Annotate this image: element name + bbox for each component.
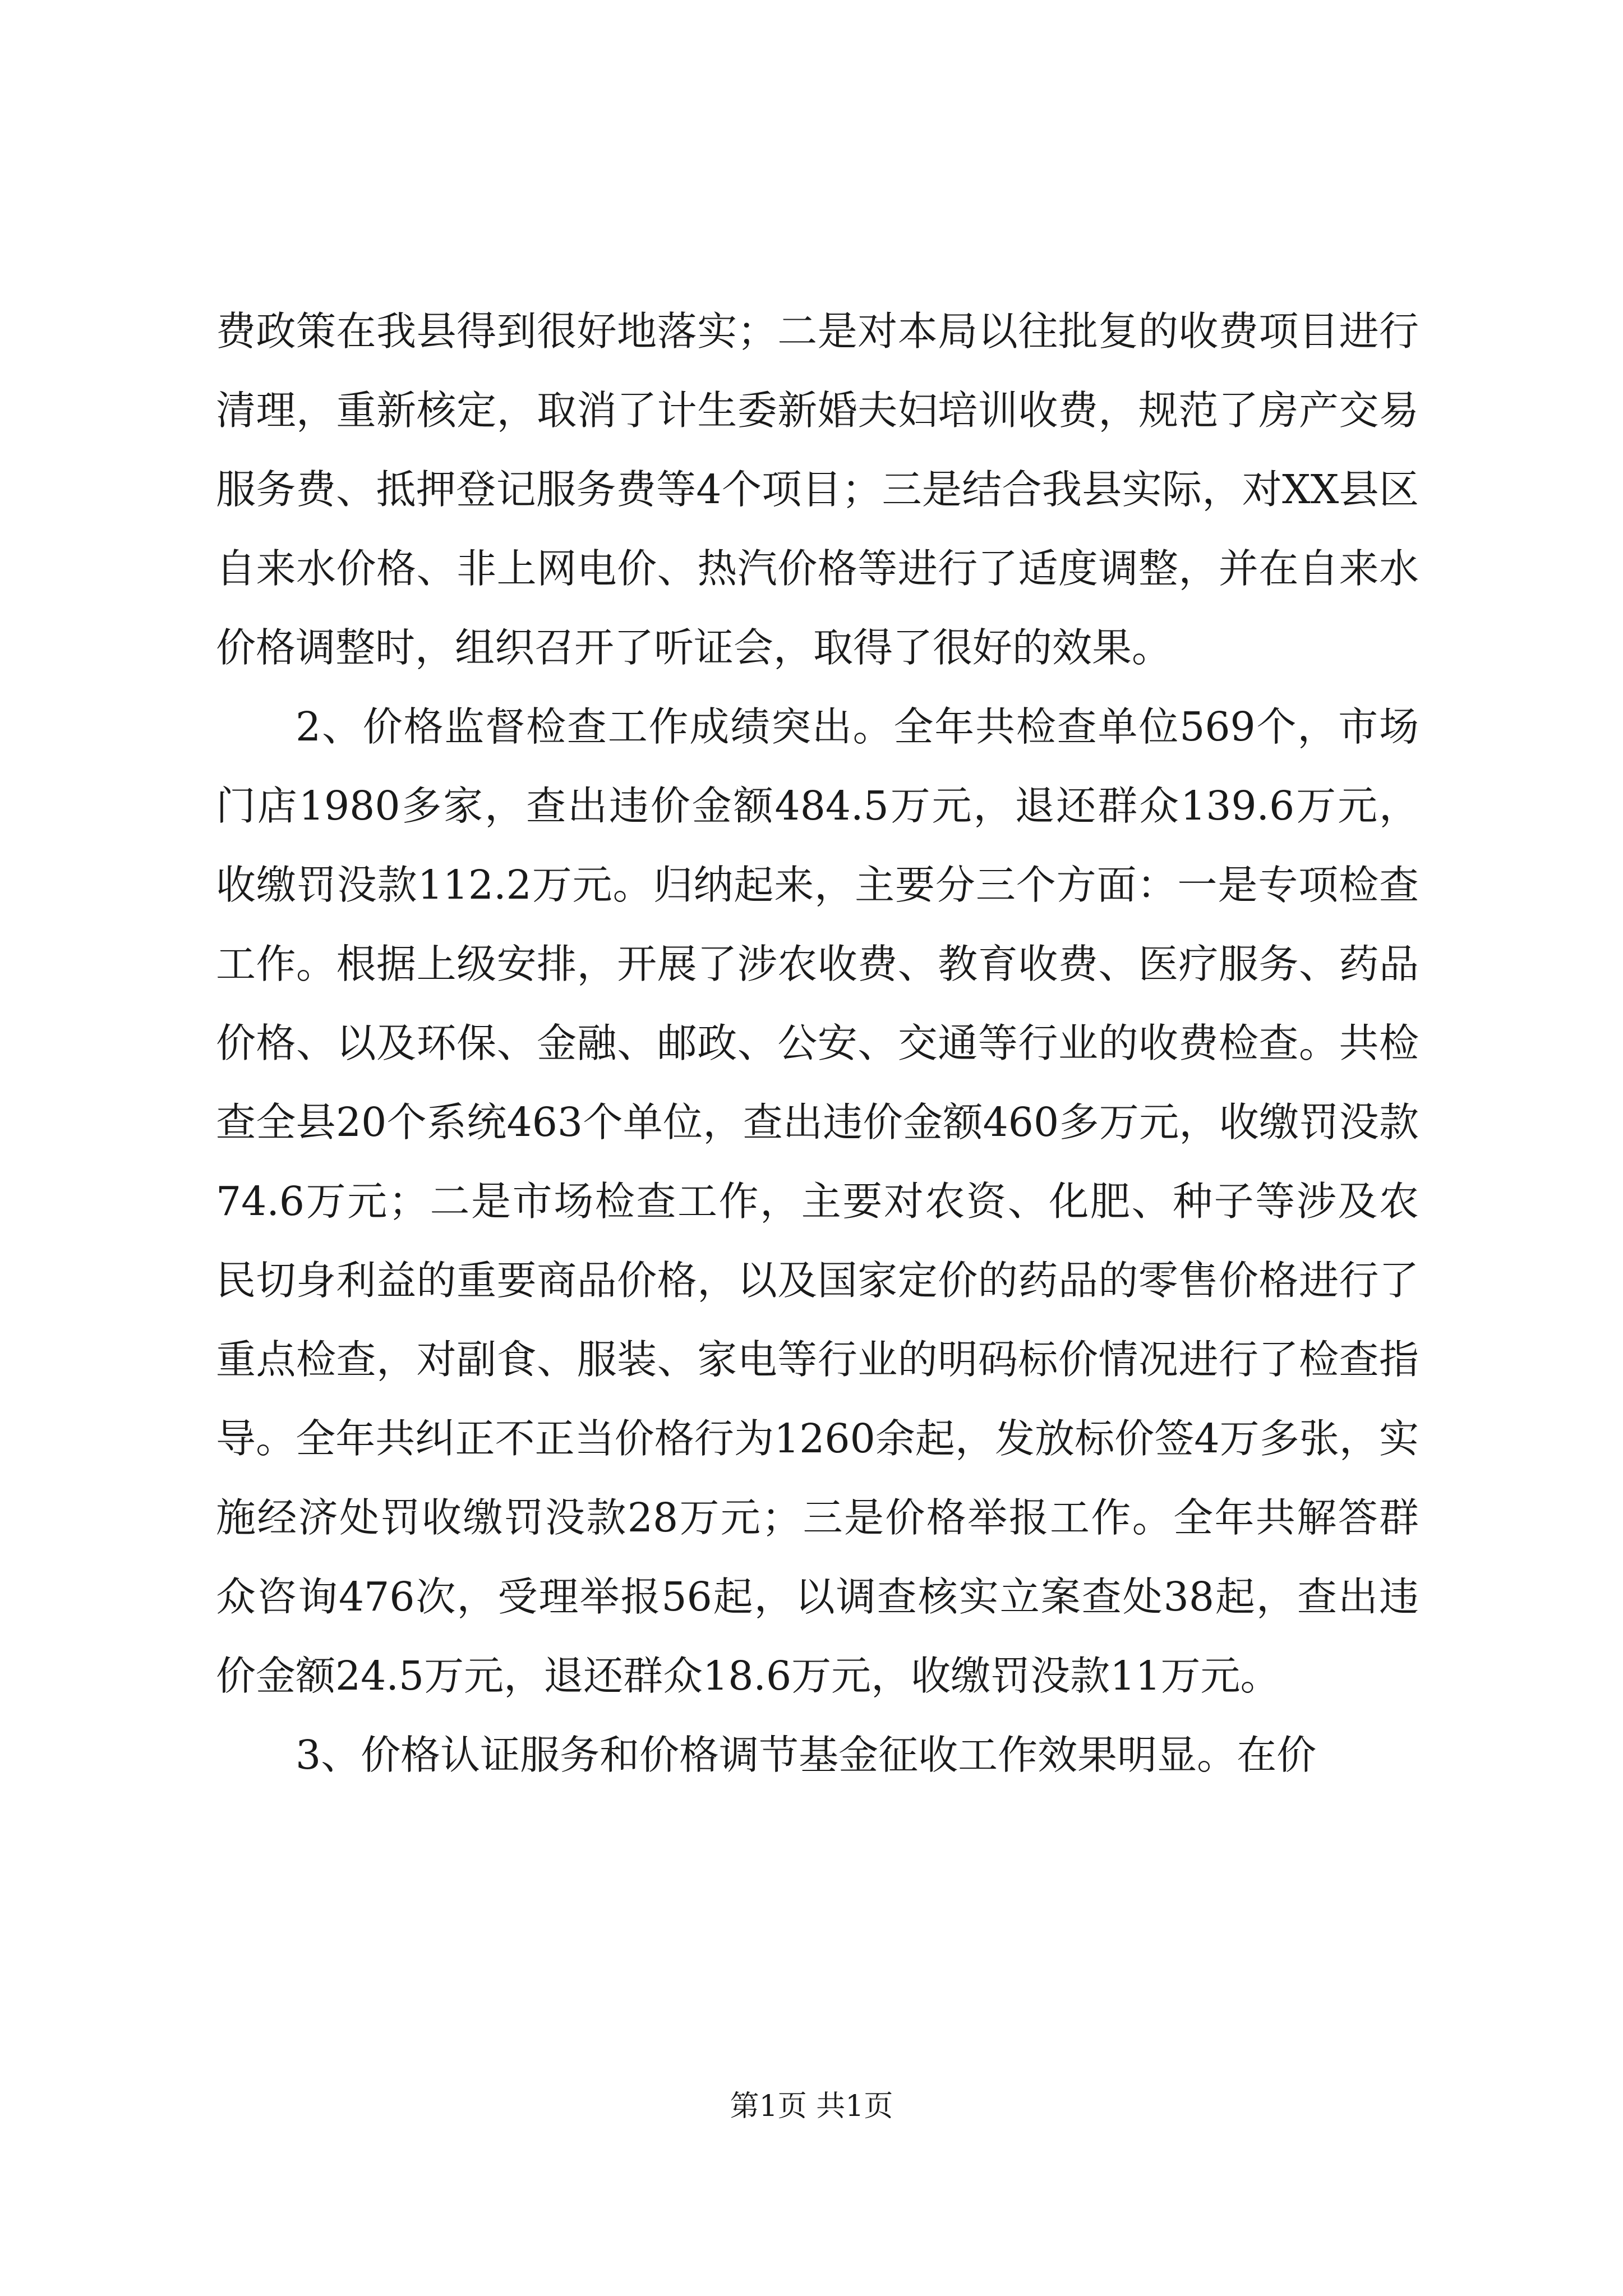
page-number-label: 第1页 共1页: [730, 2090, 893, 2123]
paragraph-price-certification: 3、价格认证服务和价格调节基金征收工作效果明显。在价: [296, 1732, 1317, 1778]
document-body: [216, 292, 1419, 1795]
page-footer: [0, 2087, 1623, 2126]
paragraph-price-supervision: 2、价格监督检查工作成绩突出。全年共检查单位569个，市场门店1980多家，查出违价金额484.5万元，退还群众139.6万元，收缴罚没款112.2万元。归纳起来，主要分三个方面：一是专项检查工作。根据上级安排，开展了涉农收费、教育收费、医疗服务、药品价格、以及环保、金融、邮政、公安、交通等行业的收费检查。共检查全县20个系统463个单位，查出违价金额460多万元，收缴罚没款74.6万元；二是市场检查工作，主要对农资、化肥、种子等涉及农民切身利益的重要商品价格，以及国家定价的药品的零售价格进行了重点检查，对副食、服装、家电等行业的明码标价情况进行了检查指导。全年共纠正不正当价格行为1260余起，发放标价签4万多张，实施经济处罚收缴罚没款28万元；三是价格举报工作。全年共解答群众咨询476次，受理举报56起，以调查核实立案查处38起，查出违价金额24.5万元，退还群众18.6万元，收缴罚没款11万元。: [216, 703, 1419, 1699]
paragraph-continuation: 费政策在我县得到很好地落实；二是对本局以往批复的收费项目进行清理，重新核定，取消了计生委新婚夫妇培训收费，规范了房产交易服务费、抵押登记服务费等4个项目；三是结合我县实际，对XX县区自来水价格、非上网电价、热汽价格等进行了适度调整，并在自来水价格调整时，组织召开了听证会，取得了很好的效果。: [216, 308, 1419, 671]
